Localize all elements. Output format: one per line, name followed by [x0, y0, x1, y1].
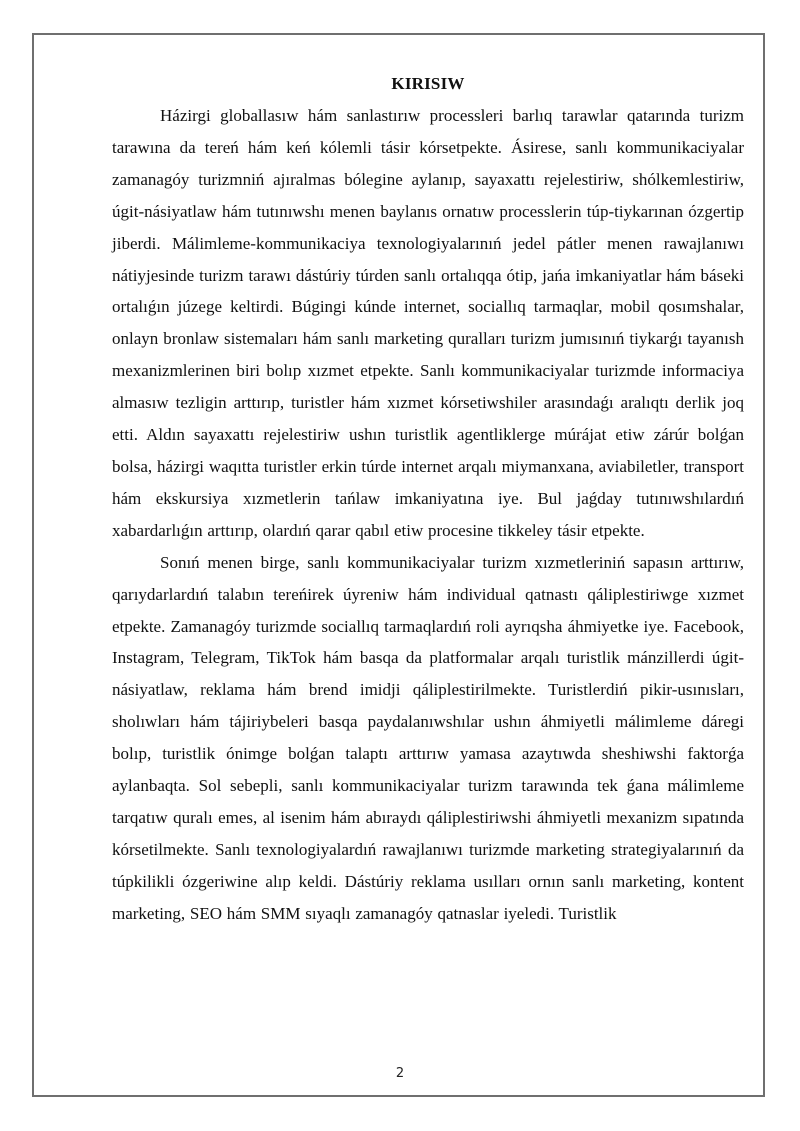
page-number: 2 [395, 1066, 405, 1081]
document-body [112, 68, 744, 930]
paragraph-2: Sonıń menen birge, sanlı kommunikaciyalar turizm xızmetleriniń sapasın arttırıw, qarıydarlardıń talabın tereńirek úyreniw hám individual qatnastı qáliplestiriwge xızmet etpekte. Zamanagóy turizmde sociallıq tarmaqlardıń roli ayrıqsha áhmiyetke iye. Facebook, Instagram, Telegram, TikTok hám basqa da platformalar arqalı turistlik mánzillerdi úgit-násiyatlaw, reklama hám brend imidji qáliplestirilmekte. Turistlerdiń pikir-usınısları, sholıwları hám tájiriybeleri basqa paydalanıwshılar ushın áhmiyetli málimleme dáregi bolıp, turistlik ónimge bolǵan talaptı arttırıw yamasa azaytıwda sheshiwshi faktorǵa aylanbaqta. Sol sebepli, sanlı kommunikaciyalar turizm tarawında tek ǵana málimleme tarqatıw quralı emes, al isenim hám abıraydı qáliplestiriwshi áhmiyetli mexanizm sıpatında kórsetilmekte. Sanlı texnologiyalardıń rawajlanıwı turizmde marketing strategiyalarınıń da túpkilikli ózgeriwine alıp keldi. Dástúriy reklama usılları ornın sanlı marketing, kontent marketing, SEO hám SMM sıyaqlı zamanagóy qatnaslar iyeledi. Turistlik [112, 552, 744, 923]
section-heading: KIRISIW [391, 74, 465, 93]
paragraph-1: Házirgi globallasıw hám sanlastırıw processleri barlıq tarawlar qatarında turizm tarawına da tereń hám keń kólemli tásir kórsetpekte. Ásirese, sanlı kommunikaciyalar zamanagóy turizmniń ajıralmas bólegine aylanıp, sayaxattı rejelestiriw, shólkemlestiriw, úgit-násiyatlaw hám tutınıwshı menen baylanıs ornatıw processlerin túp-tiykarınan ózgertip jiberdi. Málimleme-kommunikaciya texnologiyalarınıń jedel pátler menen rawajlanıwı nátiyjesinde turizm tarawı dástúriy túrden sanlı ortalıqqa ótip, jańa imkaniyatlar hám báseki ortalıǵın júzege keltirdi. Búgingi kúnde internet, sociallıq tarmaqlar, mobil qosımshalar, onlayn bronlaw sistemaları hám sanlı marketing quralları turizm jumısınıń tiykarǵı tayanısh mexanizmlerinen biri bolıp xızmet etpekte. Sanlı kommunikaciyalar turizmde informaciya almasıw tezligin arttırıp, turistler hám xızmet kórsetiwshiler arasındaǵı aralıqtı derlik joq etti. Aldın sayaxattı rejelestiriw ushın turistlik agentliklerge múrájat etiw zárúr bolǵan bolsa, házirgi waqıtta turistler erkin túrde internet arqalı miymanxana, aviabiletler, transport hám ekskursiya xızmetlerin tańlaw imkaniyatına iye. Bul jaǵday tutınıwshılardıń xabardarlıǵın arttırıp, olardıń qarar qabıl etiw procesine tikkeley tásir etpekte. [112, 106, 744, 540]
